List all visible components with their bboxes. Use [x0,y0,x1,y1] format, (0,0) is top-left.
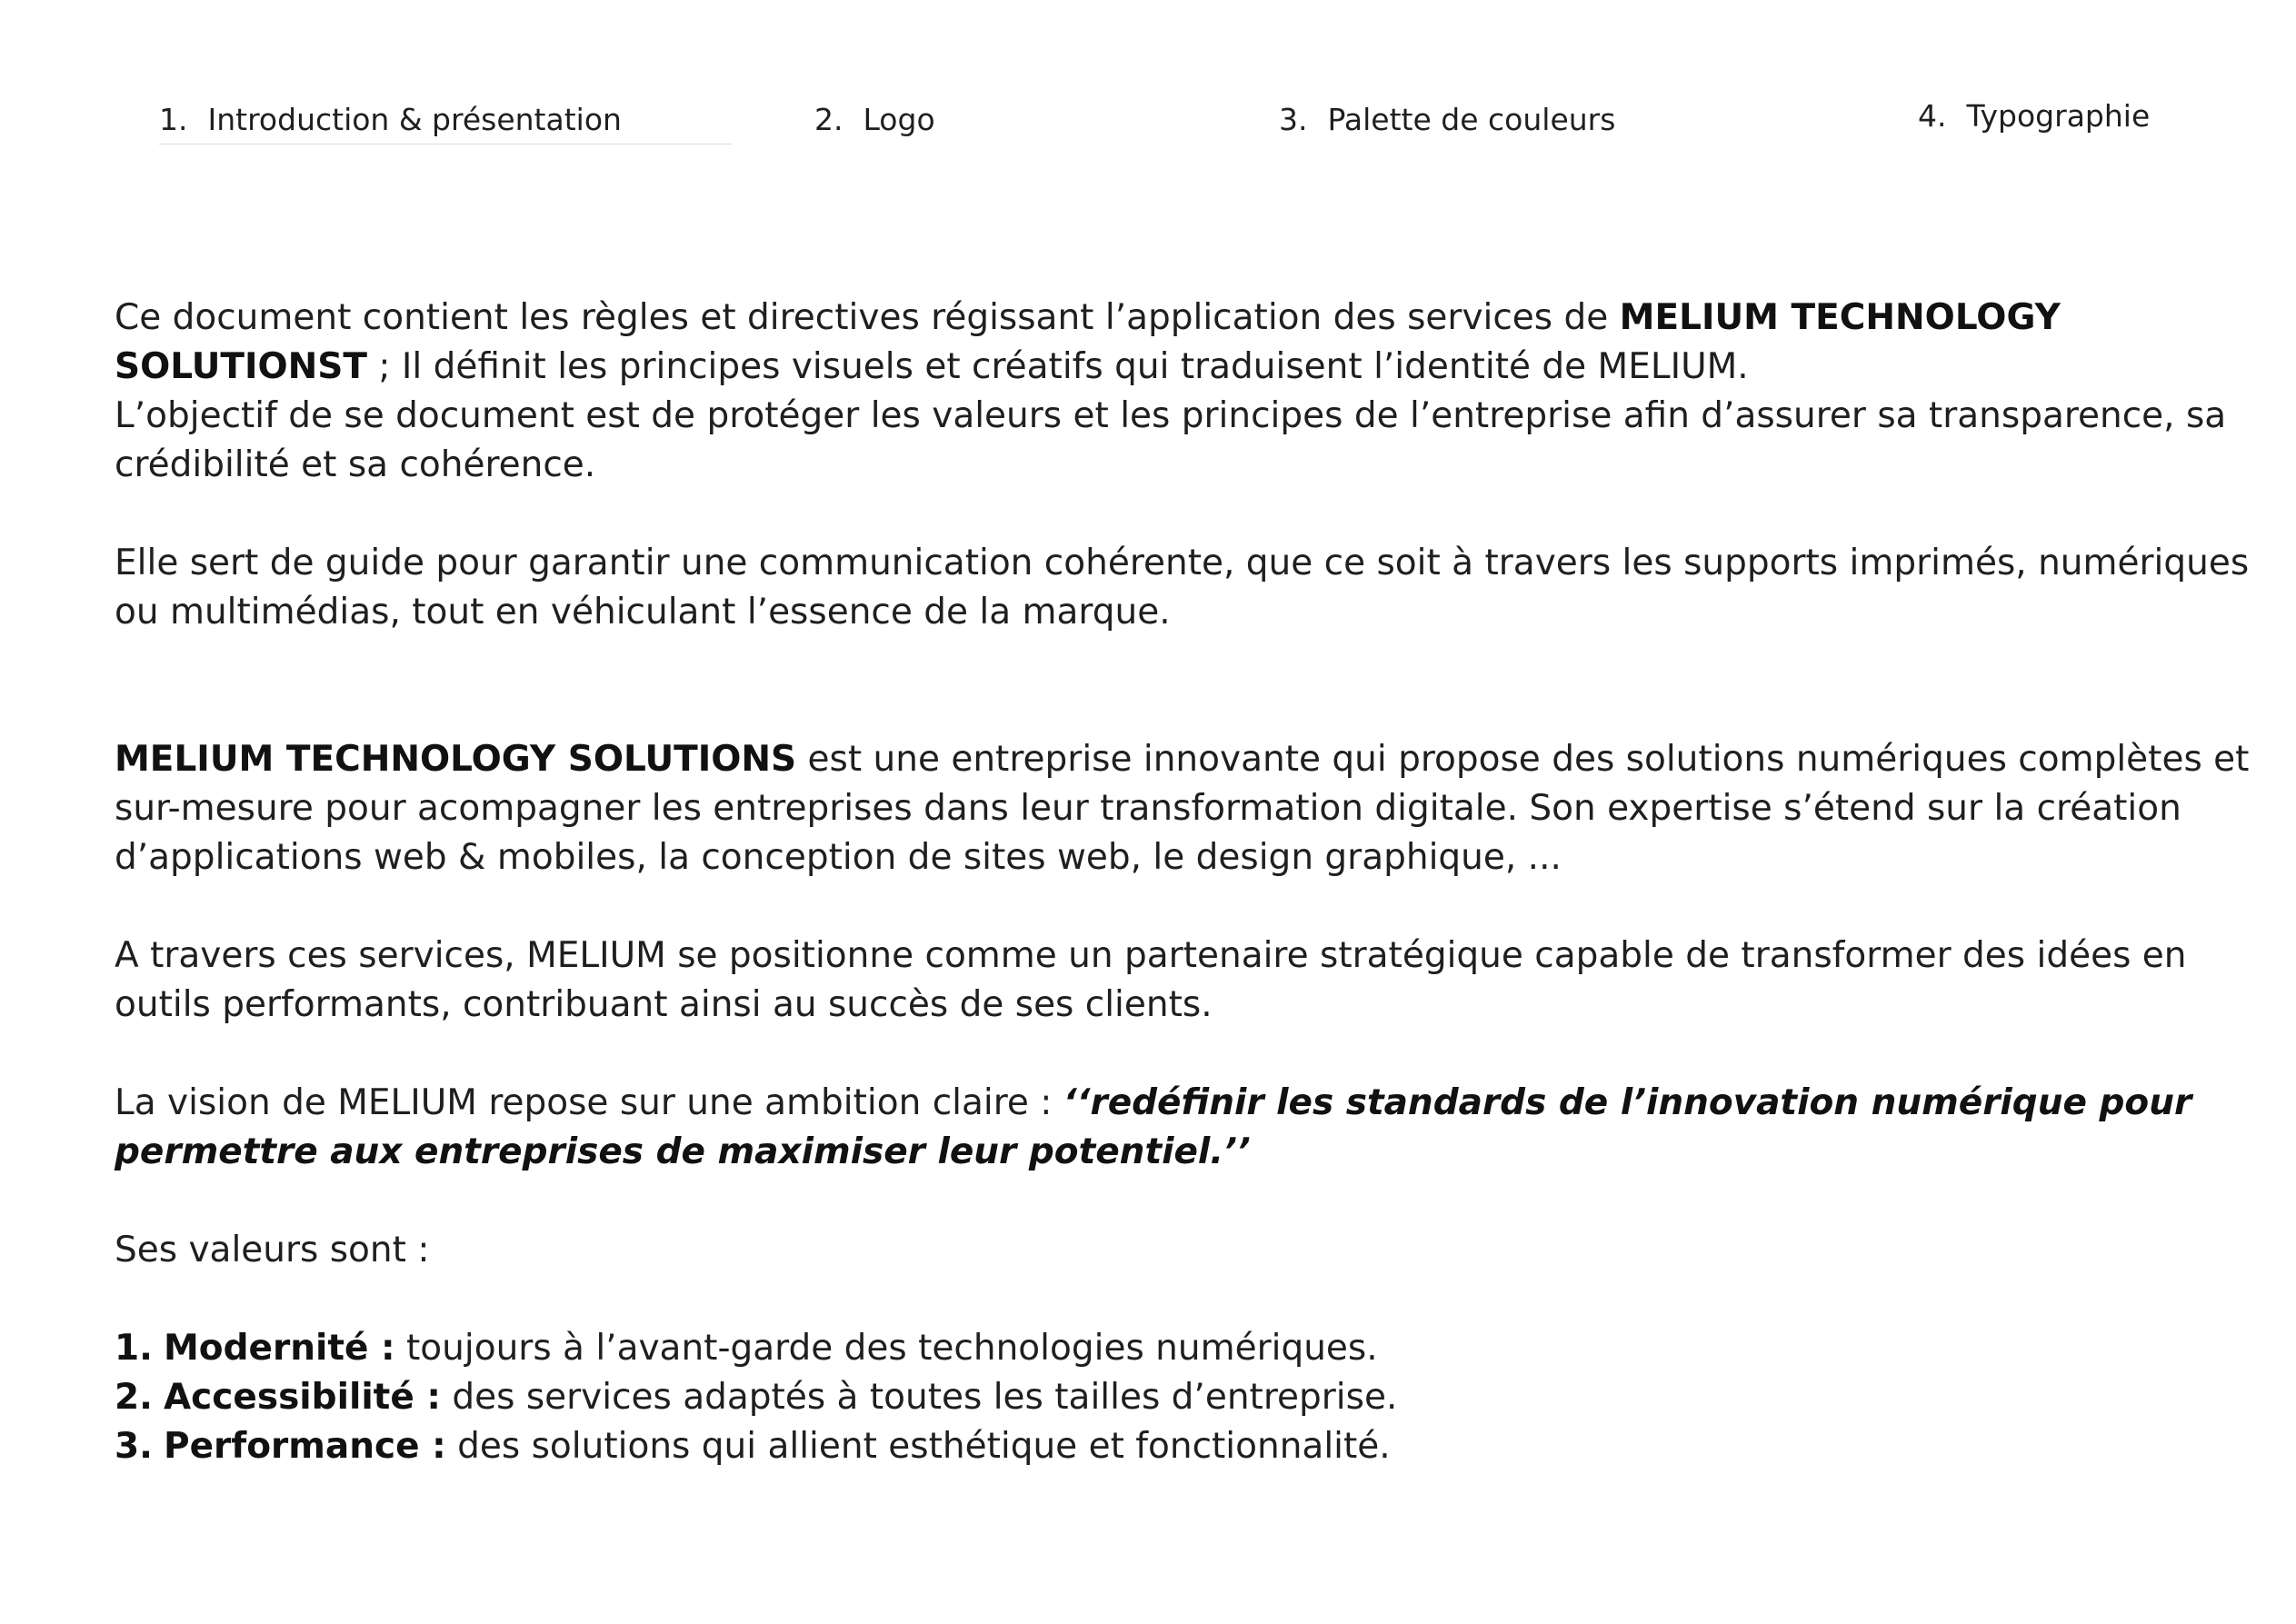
vision-paragraph [115,1079,2278,1177]
spacer [115,1275,2278,1324]
company-name: MELIUM TECHNOLOGY SOLUTIONS [115,739,797,780]
list-item-number: 2. [115,1377,153,1418]
list-item [115,1373,2278,1422]
nav-item-number: 3. [1279,102,1308,137]
spacer [115,1030,2278,1079]
value-term: Accessibilité : [164,1377,441,1418]
nav-item-label: Typographie [1966,98,2151,134]
value-description: des solutions qui allient esthétique et fonctionnalité. [445,1426,1391,1467]
value-term: Performance : [164,1426,446,1467]
nav-item-number: 4. [1918,98,1947,134]
vision-quote: ‘‘redéfinir les standards de l’innovation numérique pour permettre aux entreprises de maximiser leur potentiel.’’ [115,1082,2192,1172]
list-item-number: 3. [115,1426,153,1467]
values-list [115,1324,2278,1471]
intro-paragraph-1 [115,294,2278,392]
spacer [115,882,2278,932]
spacer [115,1177,2278,1226]
intro-text: Ce document contient les règles et directives régissant l’application des services de [115,297,1620,338]
list-item [115,1324,2278,1373]
values-intro: Ses valeurs sont : [115,1230,430,1270]
value-description: toujours à l’avant-garde des technologies numériques. [394,1328,1378,1369]
intro-text: ; Il définit les principes visuels et créatifs qui traduisent l’identité de MELIUM. [366,346,1749,387]
list-item-number: 1. [115,1328,153,1369]
presentation-paragraph-1 [115,735,2278,882]
value-description: des services adaptés à toutes les tailles d’entreprise. [440,1377,1398,1418]
intro-paragraph-2: L’objectif de se document est de protéger les valeurs et les principes de l’entreprise afin d’assurer sa transparence, sa crédibilité et sa cohérence. [115,395,2227,485]
vision-text: La vision de MELIUM repose sur une ambition claire : [115,1082,1063,1123]
presentation-text: est une entreprise innovante qui propose des solutions numériques complètes et sur-mesure pour acompagner les entreprises dans leur transformation digitale. Son expertise s’étend sur la création d’applications web & mobiles, la conception de sites web, le design graphique, ... [115,739,2250,878]
nav-item-label: Introduction & présentation [207,102,622,137]
value-term: Modernité : [164,1328,395,1369]
spacer [115,490,2278,539]
document-body [115,294,2278,1471]
nav-item-number: 2. [814,102,844,137]
nav-item-logo[interactable] [814,100,935,140]
nav-item-label: Palette de couleurs [1327,102,1616,137]
nav-item-introduction[interactable] [159,100,732,140]
nav-item-typographie[interactable] [1918,96,2150,136]
spacer [115,637,2278,735]
list-item [115,1422,2278,1471]
nav-item-number: 1. [159,102,188,137]
nav-item-label: Logo [863,102,935,137]
intro-paragraph-3: Elle sert de guide pour garantir une communication cohérente, que ce soit à travers les supports imprimés, numériques ou multimédias, tout en véhiculant l’essence de la marque. [115,543,2250,633]
presentation-paragraph-2: A travers ces services, MELIUM se positionne comme un partenaire stratégique capable de transformer des idées en outils performants, contribuant ainsi au succès de ses clients. [115,935,2187,1025]
nav-item-palette[interactable] [1279,100,1615,140]
company-name: MELIUM TECHNOLOGY SOLUTIONST [115,297,2061,387]
section-navigation [0,100,2296,145]
